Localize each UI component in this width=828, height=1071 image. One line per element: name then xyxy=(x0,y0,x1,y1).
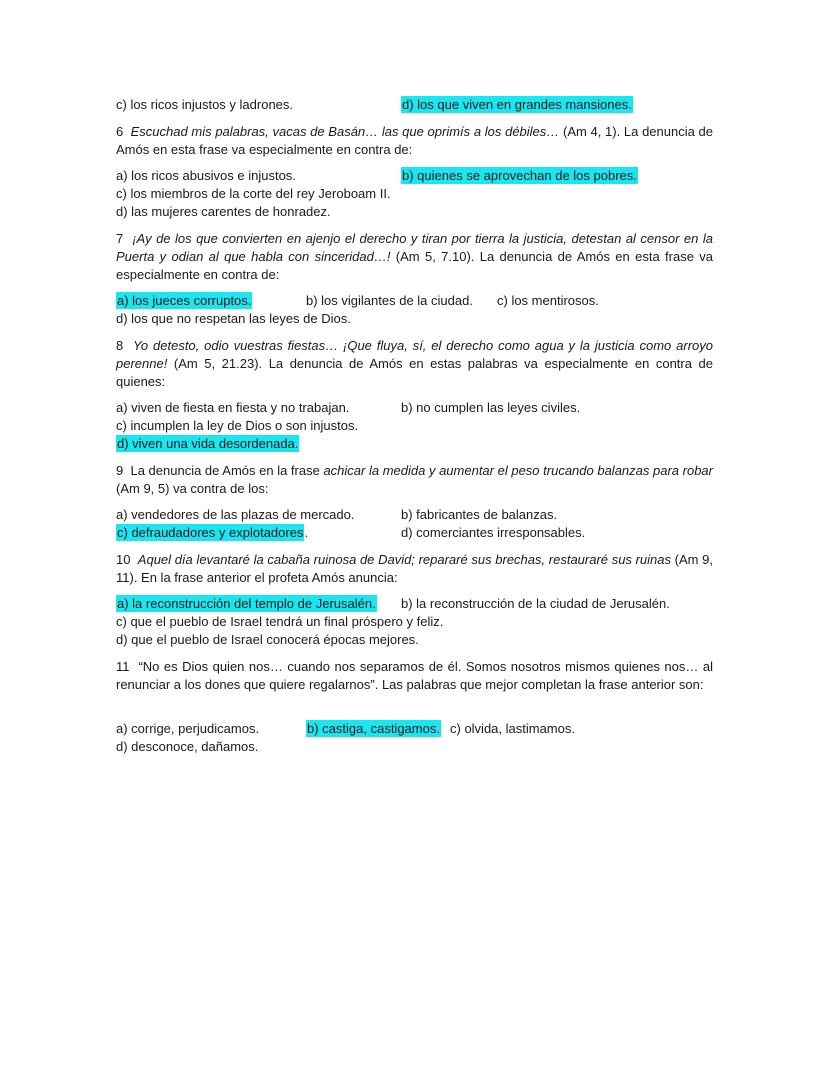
q8-number: 8 xyxy=(116,338,124,353)
q6-option-d: d) las mujeres carentes de honradez. xyxy=(116,204,331,219)
q6-rest: (Am 4, 1). La denuncia de Amós en esta frase va especialmente en contra de: xyxy=(116,124,713,157)
highlight: b) quienes se aprovechan de los pobres. xyxy=(402,168,637,183)
q9-option-a: a) vendedores de las plazas de mercado. xyxy=(116,507,355,522)
highlight: d) los que viven en grandes mansiones. xyxy=(402,97,632,112)
q8-option-a: a) viven de fiesta en fiesta y no trabajan. xyxy=(116,400,350,415)
q8-prompt xyxy=(116,337,713,391)
q10-option-b: b) la reconstrucción de la ciudad de Jerusalén. xyxy=(401,596,670,611)
q10-option-a xyxy=(116,595,377,613)
highlight: a) la reconstrucción del templo de Jerusalén. xyxy=(117,596,376,611)
q9-option-d: d) comerciantes irresponsables. xyxy=(401,525,586,540)
q6-option-c: c) los miembros de la corte del rey Jeroboam II. xyxy=(116,186,391,201)
q10-option-d: d) que el pueblo de Israel conocerá épocas mejores. xyxy=(116,632,419,647)
q11-option-a: a) corrige, perjudicamos. xyxy=(116,721,260,736)
q8-quote: Yo detesto, odio vuestras fiestas… ¡Que fluya, sí, el derecho como agua y la justicia como arroyo perenne! xyxy=(116,338,713,371)
highlight: b) castiga, castigamos. xyxy=(307,721,440,736)
highlight: a) los jueces corruptos. xyxy=(117,293,252,308)
q6-option-b xyxy=(401,167,638,185)
q9-rest: (Am 9, 5) va contra de los: xyxy=(116,481,269,496)
q11-option-d: d) desconoce, dañamos. xyxy=(116,739,259,754)
q7-option-a xyxy=(116,292,252,310)
q5-option-c: c) los ricos injustos y ladrones. xyxy=(116,97,294,112)
q8-option-c: c) incumplen la ley de Dios o son injustos. xyxy=(116,418,359,433)
q9-number: 9 xyxy=(116,463,124,478)
q7-quote: ¡Ay de los que convierten en ajenjo el derecho y tiran por tierra la justicia, detestan al censor en la Puerta y odian al que habla con sinceridad…! xyxy=(116,231,713,264)
q7-prompt xyxy=(116,230,713,284)
q8-option-d xyxy=(116,435,299,453)
q9-option-c-tail: . xyxy=(304,525,309,540)
q9-option-b: b) fabricantes de balanzas. xyxy=(401,507,558,522)
q11-option-c: c) olvida, lastimamos. xyxy=(450,721,575,736)
q10-option-c: c) que el pueblo de Israel tendrá un final próspero y feliz. xyxy=(116,614,444,629)
q11-option-b xyxy=(306,720,441,738)
q6-quote: Escuchad mis palabras, vacas de Basán… las que oprimís a los débiles… xyxy=(130,124,560,139)
q6-prompt xyxy=(116,123,713,159)
q10-quote: Aquel día levantaré la cabaña ruinosa de David; repararé sus brechas, restauraré sus ruinas xyxy=(137,552,671,567)
q10-number: 10 xyxy=(116,552,131,567)
q9-pre: La denuncia de Amós en la frase xyxy=(130,463,324,478)
highlight: d) viven una vida desordenada. xyxy=(117,436,299,451)
q9-quote: achicar la medida y aumentar el peso trucando balanzas para robar xyxy=(323,463,713,478)
q7-option-c: c) los mentirosos. xyxy=(497,293,599,308)
q7-option-d: d) los que no respetan las leyes de Dios. xyxy=(116,311,351,326)
q9-prompt xyxy=(116,462,713,498)
highlight: c) defraudadores y explotadores xyxy=(117,525,304,540)
q10-rest: (Am 9, 11). En la frase anterior el profeta Amós anuncia: xyxy=(116,552,713,585)
q8-option-b: b) no cumplen las leyes civiles. xyxy=(401,400,581,415)
q11-number: 11 xyxy=(116,659,130,674)
q8-rest: (Am 5, 21.23). La denuncia de Amós en estas palabras va especialmente en contra de quienes: xyxy=(116,356,713,389)
q6-number: 6 xyxy=(116,124,124,139)
q7-number: 7 xyxy=(116,231,124,246)
q9-option-c xyxy=(116,524,308,542)
q11-text: “No es Dios quien nos… cuando nos separamos de él. Somos nosotros mismos quienes nos… al renunciar a los dones que quiere regalarnos”. Las palabras que mejor completan la frase anterior son: xyxy=(116,659,713,692)
q10-prompt xyxy=(116,551,713,587)
q5-option-d xyxy=(401,96,633,114)
q7-rest: (Am 5, 7.10). La denuncia de Amós en esta frase va especialmente en contra de: xyxy=(116,249,713,282)
q7-option-b: b) los vigilantes de la ciudad. xyxy=(306,293,473,308)
q11-prompt xyxy=(116,658,713,694)
q6-option-a: a) los ricos abusivos e injustos. xyxy=(116,168,296,183)
